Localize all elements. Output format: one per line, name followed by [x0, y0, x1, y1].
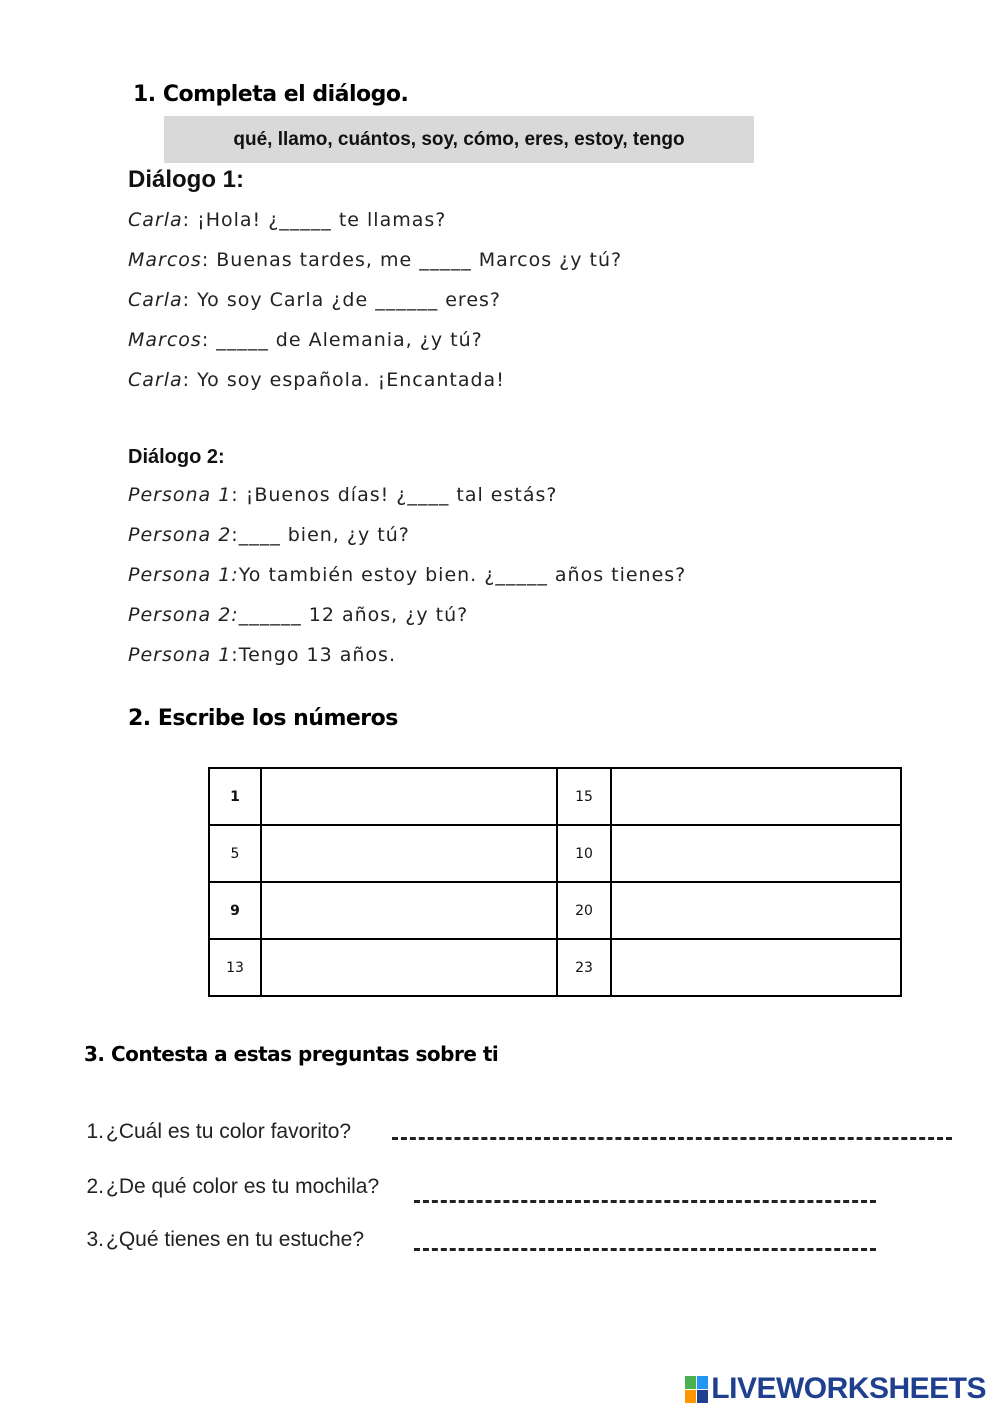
dialogue-1-line [128, 329, 483, 351]
line-text: Yo también estoy bien. ¿_____ años tienes? [238, 564, 687, 586]
line-text: : Buenas tardes, me _____ Marcos ¿y tú? [201, 249, 623, 271]
speaker-name: Persona 1: [128, 564, 239, 586]
dialogue-2-line [128, 484, 557, 506]
dialogue-1-title: Diálogo 1: [128, 166, 245, 193]
number-cell: 15 [557, 768, 611, 825]
answer-cell[interactable] [611, 939, 901, 996]
number-cell: 20 [557, 882, 611, 939]
line-text: : ¡Buenos días! ¿____ tal estás? [231, 484, 558, 506]
question-2 [84, 1175, 379, 1199]
line-text: :Tengo 13 años. [231, 644, 396, 666]
question-1 [84, 1120, 351, 1144]
word-bank-text: qué, llamo, cuántos, soy, cómo, eres, estoy, tengo [233, 128, 685, 150]
question-number: 2. [86, 1175, 104, 1198]
table-row [209, 768, 901, 825]
answer-line-2[interactable] [414, 1200, 876, 1203]
answer-cell[interactable] [611, 768, 901, 825]
speaker-name: Persona 1 [128, 644, 232, 666]
dialogue-2-title: Diálogo 2: [128, 446, 225, 468]
dialogue-2-line [128, 524, 410, 546]
number-cell: 1 [209, 768, 261, 825]
dialogue-2-line [128, 564, 686, 586]
liveworksheets-logo [685, 1372, 986, 1406]
number-cell: 23 [557, 939, 611, 996]
section-2-title: 2. Escribe los números [128, 706, 398, 731]
answer-cell[interactable] [611, 882, 901, 939]
numbers-table [208, 767, 902, 997]
number-cell: 5 [209, 825, 261, 882]
question-number: 3. [86, 1228, 104, 1251]
question-number: 1. [86, 1120, 104, 1143]
section-3-title: 3. Contesta a estas preguntas sobre ti [84, 1042, 499, 1066]
question-text: ¿Cuál es tu color favorito? [106, 1120, 352, 1143]
line-text: : Yo soy española. ¡Encantada! [182, 369, 505, 391]
question-text: ¿Qué tienes en tu estuche? [106, 1228, 364, 1251]
table-row [209, 882, 901, 939]
dialogue-1-line [128, 209, 446, 231]
dialogue-2-line [128, 644, 396, 666]
number-cell: 9 [209, 882, 261, 939]
question-text: ¿De qué color es tu mochila? [106, 1175, 380, 1198]
line-text: ______ 12 años, ¿y tú? [238, 604, 469, 626]
dialogue-1-line [128, 249, 622, 271]
dialogue-1-line [128, 369, 505, 391]
line-text: :____ bien, ¿y tú? [231, 524, 410, 546]
speaker-name: Marcos [128, 249, 202, 271]
answer-line-1[interactable] [392, 1137, 952, 1140]
answer-cell[interactable] [261, 882, 557, 939]
number-cell: 10 [557, 825, 611, 882]
answer-cell[interactable] [261, 939, 557, 996]
table-row [209, 825, 901, 882]
answer-line-3[interactable] [414, 1248, 876, 1251]
answer-cell[interactable] [261, 768, 557, 825]
word-bank [164, 116, 754, 163]
speaker-name: Persona 2 [128, 524, 232, 546]
logo-mark-icon [685, 1376, 708, 1403]
speaker-name: Carla [128, 209, 183, 231]
answer-cell[interactable] [611, 825, 901, 882]
section-1-title: 1. Completa el diálogo. [133, 82, 409, 107]
speaker-name: Marcos [128, 329, 202, 351]
line-text: : ¡Hola! ¿_____ te llamas? [182, 209, 447, 231]
number-cell: 13 [209, 939, 261, 996]
speaker-name: Carla [128, 289, 183, 311]
speaker-name: Carla [128, 369, 183, 391]
table-row [209, 939, 901, 996]
answer-cell[interactable] [261, 825, 557, 882]
dialogue-2-line [128, 604, 468, 626]
line-text: : _____ de Alemania, ¿y tú? [201, 329, 483, 351]
brand-text: LIVEWORKSHEETS [711, 1372, 986, 1405]
dialogue-1-line [128, 289, 501, 311]
speaker-name: Persona 1 [128, 484, 232, 506]
question-3 [84, 1228, 364, 1252]
speaker-name: Persona 2: [128, 604, 239, 626]
line-text: : Yo soy Carla ¿de ______ eres? [182, 289, 502, 311]
